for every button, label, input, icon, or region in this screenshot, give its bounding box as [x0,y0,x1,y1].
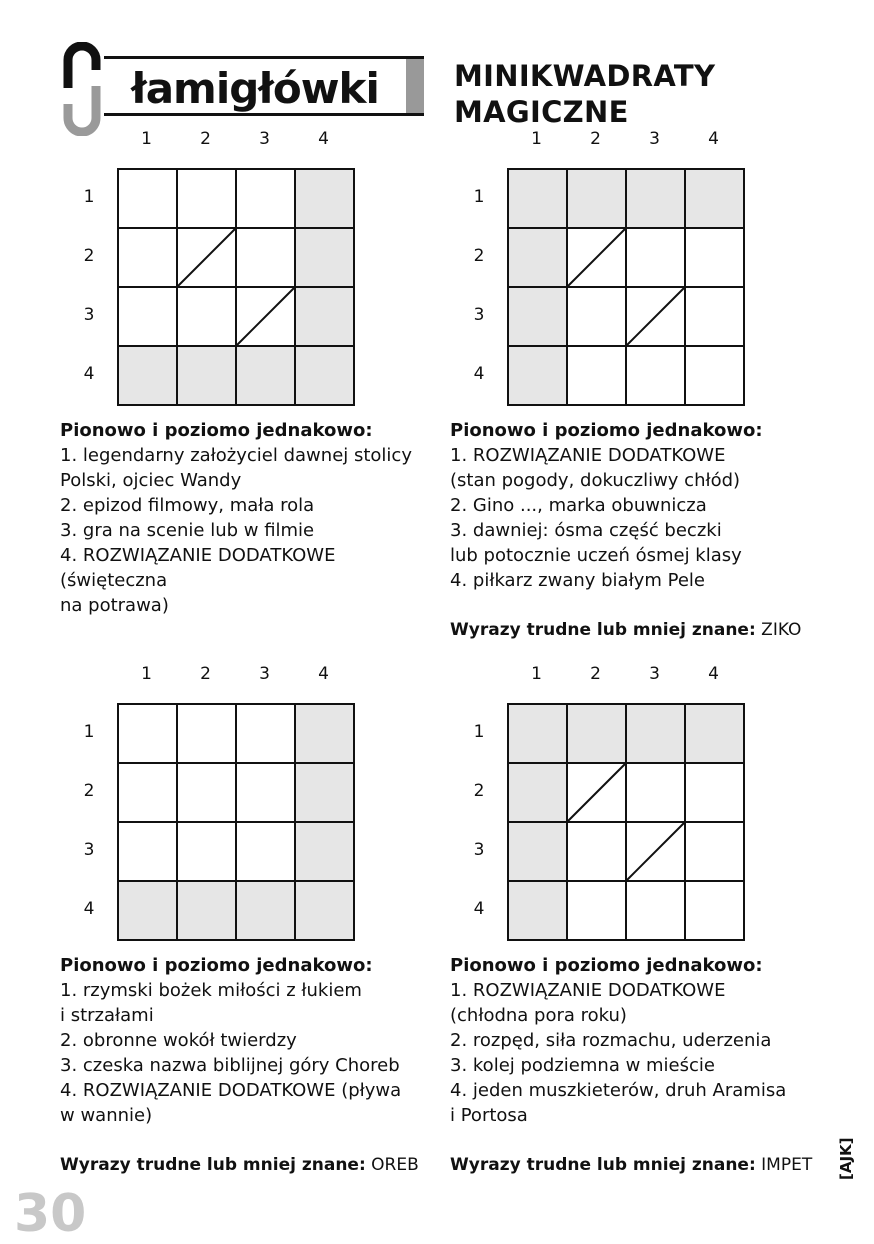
crossword-grid[interactable] [117,168,355,406]
grid-cell[interactable] [567,346,626,405]
grid-cell-shaded [236,881,295,940]
clue-heading: Pionowo i poziomo jednakowo: [450,955,763,976]
grid-cell[interactable] [177,704,236,763]
page-heading: MINIKWADRATY MAGICZNE [454,59,716,129]
grid-cell[interactable] [567,881,626,940]
column-number: 2 [200,129,211,149]
crossword-grid[interactable] [507,703,745,941]
difficult-words [450,1153,812,1177]
clue-line: na potrawa) [60,595,169,616]
grid-cell-shaded [508,169,567,228]
difficult-words-label: Wyrazy trudne lub mniej znane: [60,1155,366,1175]
grid-cell-shaded [567,169,626,228]
column-numbers [117,122,357,156]
column-number: 4 [708,664,719,684]
column-number: 1 [141,129,152,149]
grid-cell-shaded [567,704,626,763]
grid-cell[interactable] [118,287,177,346]
clue-line: 4. piłkarz zwany białym Pele [450,570,705,591]
grid-cell-shaded [508,287,567,346]
grid-cell[interactable] [685,228,744,287]
clue-line: (chłodna pora roku) [450,1005,627,1026]
column-number: 1 [531,664,542,684]
row-number: 2 [473,246,485,266]
difficult-words [450,618,801,642]
difficult-words-label: Wyrazy trudne lub mniej znane: [450,1155,756,1175]
difficult-words-value: OREB [371,1155,419,1175]
grid-cell-shaded [508,822,567,881]
difficult-words [60,1153,419,1177]
grid-cell-shaded [295,704,354,763]
clue-line: i Portosa [450,1105,528,1126]
difficult-words-value: ZIKO [761,620,802,640]
row-number: 3 [83,305,95,325]
grid-cell[interactable] [177,287,236,346]
clue-line: 3. czeska nazwa biblijnej góry Choreb [60,1055,400,1076]
difficult-words-label: Wyrazy trudne lub mniej znane: [450,620,756,640]
row-number: 3 [473,840,485,860]
grid-cell-shaded [626,704,685,763]
clue-line: 3. kolej podziemna w mieście [450,1055,715,1076]
grid-cell[interactable] [685,346,744,405]
crossword-grid[interactable] [117,703,355,941]
magazine-logo-icon [58,42,106,136]
grid-cell-shaded [508,228,567,287]
column-numbers [507,657,747,691]
grid-cell[interactable] [685,287,744,346]
row-number: 3 [83,840,95,860]
column-numbers [507,122,747,156]
grid-cell-shaded [295,287,354,346]
grid-cell-shaded [295,169,354,228]
grid-cell[interactable] [177,763,236,822]
row-numbers [450,703,508,939]
clue-line: 2. rozpęd, siła rozmachu, uderzenia [450,1030,772,1051]
clue-heading: Pionowo i poziomo jednakowo: [450,420,763,441]
grid-cell[interactable] [626,763,685,822]
clue-line: 1. ROZWIĄZANIE DODATKOWE [450,980,726,1001]
clue-line: 2. Gino ..., marka obuwnicza [450,495,707,516]
grid-cell[interactable] [118,169,177,228]
clue-line: 2. obronne wokół twierdzy [60,1030,297,1051]
column-number: 2 [590,129,601,149]
clue-line: 3. dawniej: ósma część beczki [450,520,722,541]
grid-cell-shaded [177,346,236,405]
crossword-grid[interactable] [507,168,745,406]
grid-cell[interactable] [567,822,626,881]
grid-cell-shaded [508,881,567,940]
clue-line: i strzałami [60,1005,154,1026]
grid-cell[interactable] [236,704,295,763]
column-number: 3 [259,129,270,149]
row-numbers [60,168,118,404]
row-number: 1 [83,722,95,742]
grid-cell-shaded [295,881,354,940]
column-number: 3 [649,664,660,684]
row-number: 1 [83,187,95,207]
difficult-words-value: IMPET [761,1155,813,1175]
row-number: 4 [83,364,95,384]
grid-cell-shaded [295,346,354,405]
grid-cell[interactable] [626,228,685,287]
grid-cell-shaded [295,822,354,881]
clue-line: 2. epizod filmowy, mała rola [60,495,315,516]
grid-cell[interactable] [177,822,236,881]
clues [60,418,440,618]
grid-cell[interactable] [685,763,744,822]
row-numbers [450,168,508,404]
row-numbers [60,703,118,939]
column-number: 2 [200,664,211,684]
clue-line: w wannie) [60,1105,153,1126]
clue-line: Polski, ojciec Wandy [60,470,242,491]
row-number: 4 [83,899,95,919]
row-number: 2 [83,246,95,266]
clue-heading: Pionowo i poziomo jednakowo: [60,955,373,976]
row-number: 3 [473,305,485,325]
clue-line: 1. legendarny założyciel dawnej stolicy [60,445,412,466]
page-number: 30 [14,1184,87,1244]
clue-line: 4. ROZWIĄZANIE DODATKOWE (pływa [60,1080,402,1101]
author-signature: [AJK] [837,1137,855,1180]
grid-cell-shaded [508,346,567,405]
section-title: łamigłówki [131,64,379,113]
grid-cell[interactable] [236,169,295,228]
grid-cell-shaded [118,881,177,940]
column-number: 2 [590,664,601,684]
clue-line: 3. gra na scenie lub w filmie [60,520,315,541]
column-numbers [117,657,357,691]
grid-cell[interactable] [685,881,744,940]
grid-cell[interactable] [177,169,236,228]
clues [450,418,830,593]
clues [60,953,440,1128]
grid-cell-shaded [508,704,567,763]
clue-line: 4. jeden muszkieterów, druh Aramisa [450,1080,787,1101]
row-number: 4 [473,364,485,384]
grid-cell-shaded [295,763,354,822]
grid-cell[interactable] [118,704,177,763]
column-number: 4 [318,129,329,149]
grid-cell[interactable] [236,228,295,287]
clue-line: (stan pogody, dokuczliwy chłód) [450,470,741,491]
grid-cell[interactable] [118,822,177,881]
row-number: 1 [473,722,485,742]
grid-cell[interactable] [685,822,744,881]
column-number: 1 [141,664,152,684]
column-number: 1 [531,129,542,149]
clue-line: lub potocznie uczeń ósmej klasy [450,545,742,566]
clue-line: 1. rzymski bożek miłości z łukiem [60,980,362,1001]
grid-cell-shaded [685,169,744,228]
grid-cell-shaded [118,346,177,405]
grid-cell-shaded [295,228,354,287]
grid-cell-shaded [626,169,685,228]
grid-cell[interactable] [626,881,685,940]
row-number: 1 [473,187,485,207]
section-title-box [104,56,424,116]
row-number: 4 [473,899,485,919]
grid-cell[interactable] [626,346,685,405]
clue-heading: Pionowo i poziomo jednakowo: [60,420,373,441]
column-number: 3 [649,129,660,149]
grid-cell[interactable] [118,763,177,822]
grid-cell-shaded [177,881,236,940]
grid-cell-shaded [685,704,744,763]
column-number: 3 [259,664,270,684]
clue-line: 4. ROZWIĄZANIE DODATKOWE (święteczna [60,545,336,591]
column-number: 4 [318,664,329,684]
row-number: 2 [83,781,95,801]
grid-cell-shaded [236,346,295,405]
grid-cell[interactable] [236,822,295,881]
title-accent-bar [406,59,424,113]
grid-cell[interactable] [236,763,295,822]
column-number: 4 [708,129,719,149]
clues [450,953,830,1128]
clue-line: 1. ROZWIĄZANIE DODATKOWE [450,445,726,466]
row-number: 2 [473,781,485,801]
grid-cell[interactable] [567,287,626,346]
grid-cell-shaded [508,763,567,822]
grid-cell[interactable] [118,228,177,287]
